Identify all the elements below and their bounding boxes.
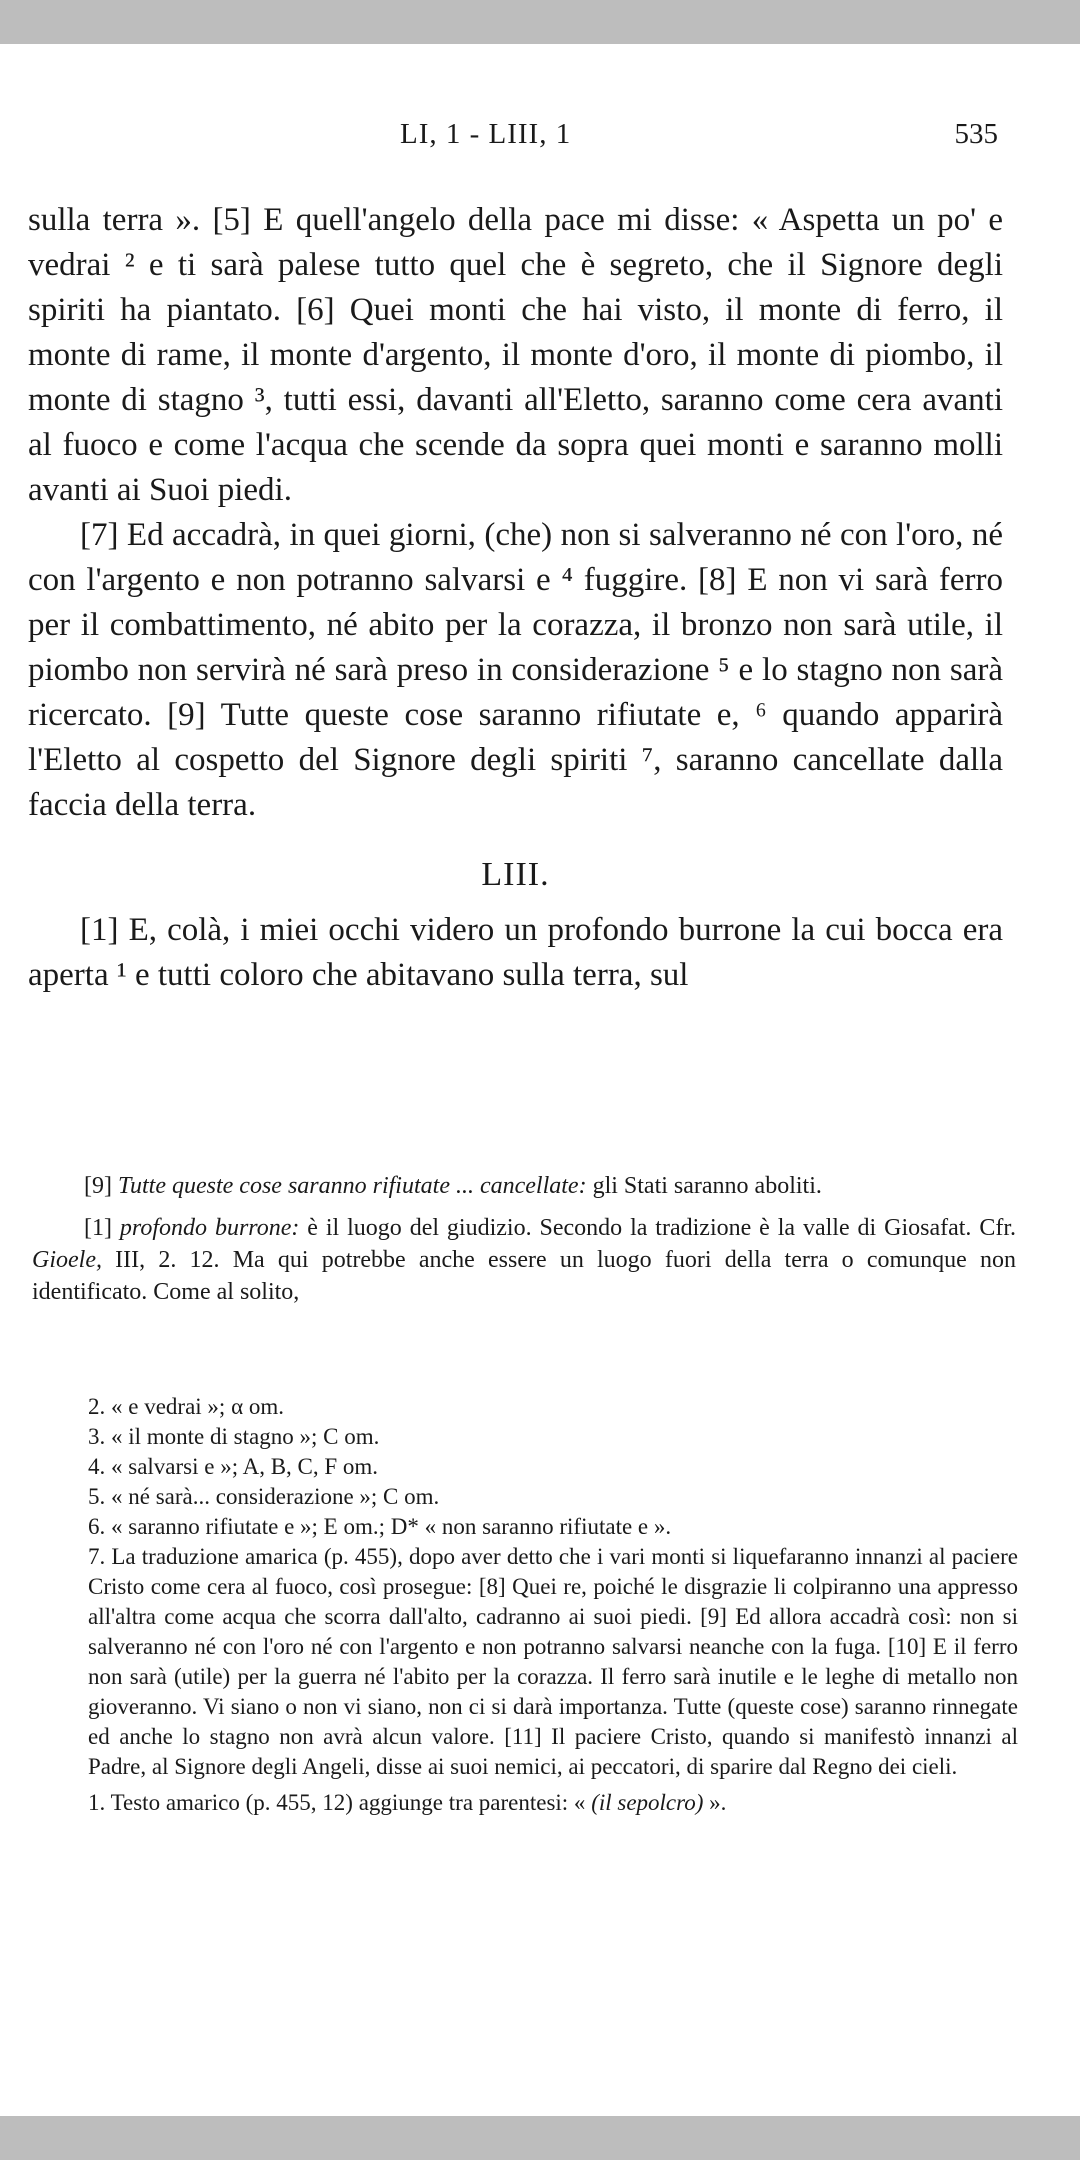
variant-text: 1. Testo amarico (p. 455, 12) aggiunge tra parentesi: « bbox=[88, 1790, 586, 1815]
variant-5: 5. « né sarà... considerazione »; C om. bbox=[88, 1484, 440, 1509]
variant-close: ». bbox=[709, 1790, 727, 1815]
chapter-heading: LIII. bbox=[481, 856, 550, 893]
running-head bbox=[0, 118, 1080, 158]
note-reference: Gioele, bbox=[32, 1247, 102, 1273]
top-margin-bar bbox=[0, 0, 1080, 44]
variant-6: 6. « saranno rifiutate e »; E om.; D* « non saranno rifiutate e ». bbox=[88, 1514, 672, 1539]
paragraph-chapter-liii-verse-1: [1] E, colà, i miei occhi videro un profondo burrone la cui bocca era aperta ¹ e tutti coloro che abitavano sulla terra, sul bbox=[28, 912, 1003, 993]
note-number: [9] bbox=[84, 1173, 112, 1199]
variant-chapter-liii-1 bbox=[88, 1788, 1018, 1818]
note-lemma: Tutte queste cose saranno rifiutate ... cancellate: bbox=[117, 1173, 587, 1199]
note-verse-9 bbox=[32, 1170, 1016, 1202]
running-title: LI, 1 - LIII, 1 bbox=[400, 118, 572, 150]
paragraph-verse-7: [7] Ed accadrà, in quei giorni, (che) non si salveranno né con l'oro, né con l'argento e non potranno salvarsi e ⁴ fuggire. [8] E non vi sarà ferro per il combattimento, né abito per la corazza, il bronzo non sarà utile, il piombo non servirà né sarà preso in considerazione ⁵ e lo stagno non sarà ricercato. [9] Tutte queste cose saranno rifiutate e, ⁶ quando apparirà l'Eletto al cospetto del Signore degli spiriti ⁷, saranno cancellate dalla faccia della terra. bbox=[28, 517, 1003, 823]
main-text bbox=[28, 198, 1003, 998]
variant-italic: (il sepolcro) bbox=[591, 1790, 704, 1815]
note-text: è il luogo del giudizio. Secondo la tradizione è la valle di Giosafat. Cfr. bbox=[307, 1215, 1017, 1241]
variant-4: 4. « salvarsi e »; A, B, C, F om. bbox=[88, 1454, 379, 1479]
variant-3: 3. « il monte di stagno »; C om. bbox=[88, 1424, 380, 1449]
commentary-notes bbox=[32, 1170, 1016, 1318]
critical-apparatus bbox=[88, 1392, 1018, 1818]
note-lemma: profondo burrone: bbox=[119, 1215, 300, 1241]
bottom-margin-bar bbox=[0, 2116, 1080, 2160]
variant-2: 2. « e vedrai »; α om. bbox=[88, 1394, 285, 1419]
note-number: [1] bbox=[84, 1215, 112, 1241]
note-text: III, 2. 12. Ma qui potrebbe anche essere un luogo fuori della terra o comunque non identificato. Come al solito, bbox=[32, 1247, 1017, 1305]
variant-7: 7. La traduzione amarica (p. 455), dopo aver detto che i vari monti si liquefaranno innanzi al paciere Cristo come cera al fuoco, così prosegue: [8] Quei re, poiché le disgrazie li colpiranno una appresso all'altra come acqua che scorra dall'alto, cadranno ai suoi piedi. [9] Ed allora accadrà così: non si salveranno né con l'oro né con l'argento e non potranno salvarsi neanche con la fuga. [10] E il ferro non sarà (utile) per la guerra né l'abito per la corazza. Il ferro sarà inutile e le leghe di metallo non gioveranno. Vi siano o non vi siano, non ci si darà importanza. Tutte (queste cose) saranno rinnegate ed anche lo stagno non avrà alcun valore. [11] Il paciere Cristo, quando si manifestò innanzi al Padre, al Signore degli Angeli, disse ai suoi nemici, ai peccatori, di sparire dal Regno dei cieli. bbox=[88, 1544, 1018, 1779]
page-number: 535 bbox=[954, 118, 998, 150]
paragraph-continued: sulla terra ». [5] E quell'angelo della pace mi disse: « Aspetta un po' e vedrai ² e ti sarà palese tutto quel che è segreto, che il Signore degli spiriti ha piantato. [6] Quei monti che hai visto, il monte di ferro, il monte di rame, il monte d'argento, il monte d'oro, il monte di piombo, il monte di stagno ³, tutti essi, davanti all'Eletto, saranno come cera avanti al fuoco e come l'acqua che scende da sopra quei monti e saranno molli avanti ai Suoi piedi. bbox=[28, 202, 1003, 508]
note-verse-1 bbox=[32, 1212, 1016, 1308]
note-text: gli Stati saranno aboliti. bbox=[592, 1173, 822, 1199]
